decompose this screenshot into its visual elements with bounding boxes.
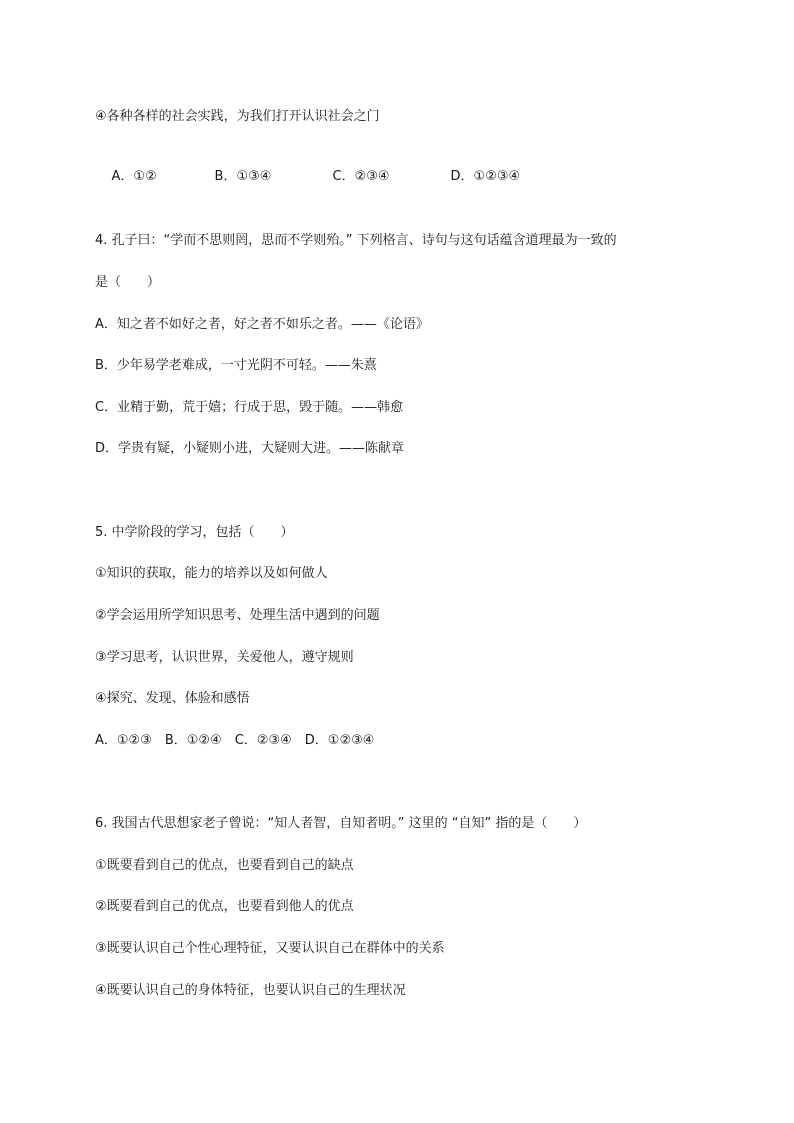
q4-stem-line-2: 是（ ）	[95, 275, 161, 290]
q6-item-3: ③既要认识自己个性心理特征，又要认识自己在群体中的关系	[95, 941, 445, 956]
q6-item-1: ①既要看到自己的优点，也要看到自己的缺点	[95, 858, 354, 873]
q3-option-b: B．①③④	[214, 169, 272, 184]
q4-option-d: D．学贵有疑，小疑则小进，大疑则大进。——陈献章	[95, 441, 405, 456]
q4-stem-line-1: 4. 孔子曰：“学而不思则罔，思而不学则殆。” 下列格言、诗句与这句话蕴含道理最为一致的	[95, 233, 617, 248]
q5-item-3: ③学习思考，认识世界，关爱他人，遵守规则	[95, 650, 354, 665]
q4-option-c: C．业精于勤，荒于嬉；行成于思，毁于随。——韩愈	[95, 400, 404, 415]
q3-option-d: D．①②③④	[450, 169, 521, 184]
q5-options: A．①②③ B．①②④ C．②③④ D．①②③④	[95, 733, 375, 748]
q4-option-b: B．少年易学老难成，一寸光阴不可轻。——朱熹	[95, 358, 377, 373]
q3-item-4: ④各种各样的社会实践，为我们打开认识社会之门	[95, 109, 380, 124]
q5-item-1: ①知识的获取，能力的培养以及如何做人	[95, 566, 328, 581]
q6-item-4: ④既要认识自己的身体特征，也要认识自己的生理状况	[95, 983, 406, 998]
q5-item-2: ②学会运用所学知识思考、处理生活中遇到的问题	[95, 608, 380, 623]
q6-stem: 6. 我国古代思想家老子曾说：“知人者智，自知者明。” 这里的 “自知” 指的是（ ）	[95, 816, 587, 831]
q3-options	[95, 150, 521, 184]
q3-option-c: C．②③④	[332, 169, 390, 184]
q5-stem: 5. 中学阶段的学习，包括（ ）	[95, 525, 294, 540]
q3-option-a: A．①②	[111, 169, 157, 184]
q6-item-2: ②既要看到自己的优点，也要看到他人的优点	[95, 899, 354, 914]
q5-item-4: ④探究、发现、体验和感悟	[95, 691, 250, 706]
q4-option-a: A．知之者不如好之者，好之者不如乐之者。——《论语》	[95, 317, 429, 332]
